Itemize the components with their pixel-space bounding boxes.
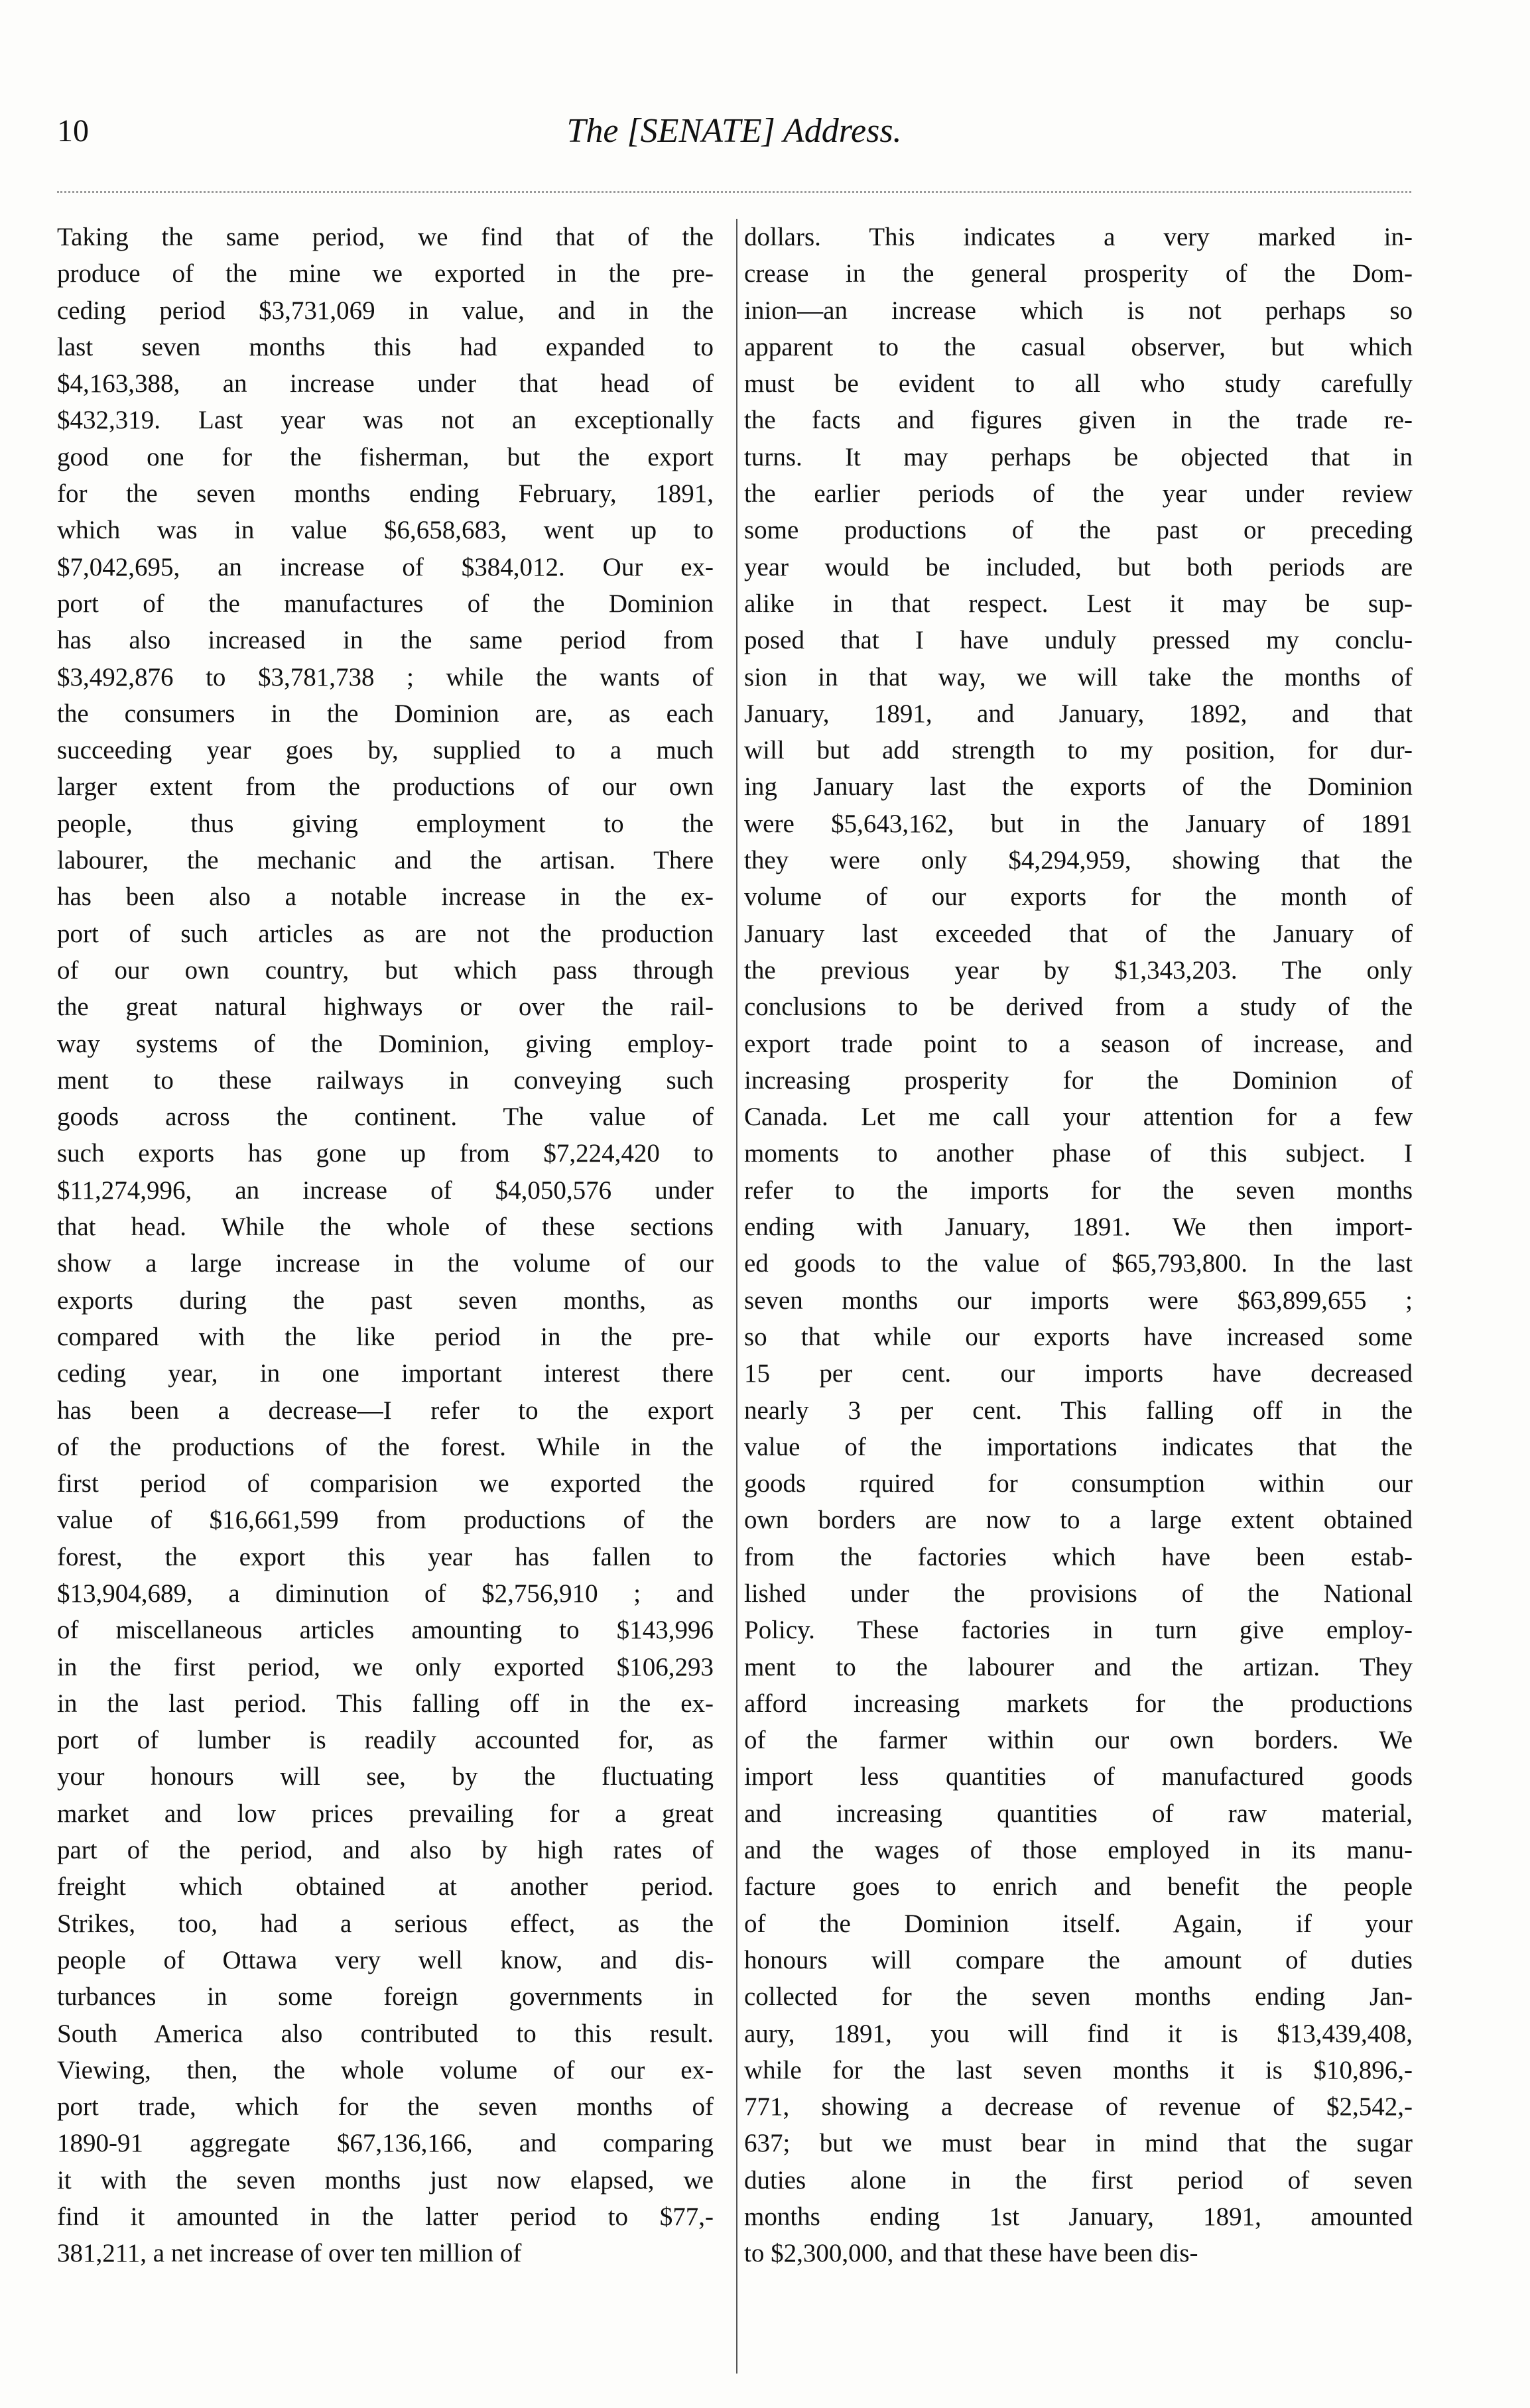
- text-line: labourer, the mechanic and the artisan. There: [57, 846, 714, 875]
- text-line: ceding year, in one important interest there: [57, 1359, 714, 1388]
- text-line: the consumers in the Dominion are, as each: [57, 699, 714, 728]
- text-line: for the seven months ending February, 1891,: [57, 479, 714, 509]
- text-line: such exports has gone up from $7,224,420 to: [57, 1139, 714, 1168]
- text-line: Canada. Let me call your attention for a few: [744, 1103, 1413, 1132]
- text-line: dollars. This indicates a very marked in-: [744, 223, 1413, 251]
- text-line: nearly 3 per cent. This falling off in the: [744, 1396, 1413, 1425]
- text-line: the great natural highways or over the rail-: [57, 993, 714, 1022]
- right-column: [744, 219, 1413, 2272]
- text-line: of our own country, but which pass through: [57, 955, 714, 985]
- text-line: January, 1891, and January, 1892, and that: [744, 699, 1413, 728]
- text-line: Strikes, too, had a serious effect, as the: [57, 1909, 714, 1938]
- text-line: and the wages of those employed in its manu-: [744, 1836, 1413, 1865]
- text-line: some productions of the past or preceding: [744, 516, 1413, 545]
- text-line: Policy. These factories in turn give employ-: [744, 1616, 1413, 1645]
- text-line: turns. It may perhaps be objected that in: [744, 442, 1413, 471]
- text-line: 381,211, a net increase of over ten million of: [57, 2239, 522, 2268]
- text-line: in the last period. This falling off in the ex-: [57, 1689, 714, 1718]
- text-line: South America also contributed to this result.: [57, 2019, 714, 2048]
- text-line: that head. While the whole of these sections: [57, 1213, 714, 1242]
- text-line: of the farmer within our own borders. We: [744, 1726, 1413, 1755]
- text-line: which was in value $6,658,683, went up to: [57, 516, 714, 545]
- text-line: to $2,300,000, and that these have been dis-: [744, 2239, 1198, 2268]
- text-line: exports during the past seven months, as: [57, 1286, 714, 1315]
- text-line: inion—an increase which is not perhaps so: [744, 296, 1413, 325]
- text-line: lished under the provisions of the National: [744, 1579, 1413, 1608]
- text-line: last seven months this had expanded to: [57, 332, 714, 361]
- text-line: refer to the imports for the seven months: [744, 1175, 1413, 1205]
- text-line: posed that I have unduly pressed my conclu-: [744, 626, 1413, 655]
- text-line: in the first period, we only exported $106,293: [57, 1652, 714, 1681]
- text-line: larger extent from the productions of our own: [57, 772, 714, 802]
- text-line: conclusions to be derived from a study of the: [744, 993, 1413, 1022]
- text-line: January last exceeded that of the January of: [744, 919, 1413, 948]
- text-line: it with the seven months just now elapsed, we: [57, 2165, 714, 2195]
- text-line: crease in the general prosperity of the Dom-: [744, 259, 1413, 288]
- text-line: 771, showing a decrease of revenue of $2,542,-: [744, 2092, 1413, 2122]
- text-line: first period of comparision we exported the: [57, 1469, 714, 1498]
- text-line: has been also a notable increase in the ex-: [57, 882, 714, 912]
- text-line: port of the manufactures of the Dominion: [57, 589, 714, 618]
- text-line: part of the period, and also by high rates of: [57, 1836, 714, 1865]
- text-line: market and low prices prevailing for a great: [57, 1799, 714, 1828]
- text-line: duties alone in the first period of seven: [744, 2165, 1413, 2195]
- text-line: of the Dominion itself. Again, if your: [744, 1909, 1413, 1938]
- text-line: $432,319. Last year was not an exceptionally: [57, 406, 714, 435]
- text-line: $13,904,689, a diminution of $2,756,910 ; and: [57, 1579, 714, 1608]
- text-line: produce of the mine we exported in the pre-: [57, 259, 714, 288]
- text-line: so that while our exports have increased some: [744, 1322, 1413, 1351]
- text-line: ment to the labourer and the artizan. They: [744, 1652, 1413, 1681]
- text-line: sion in that way, we will take the months of: [744, 662, 1413, 692]
- text-line: while for the last seven months it is $10,896,-: [744, 2055, 1413, 2084]
- text-line: of the productions of the forest. While in the: [57, 1432, 714, 1461]
- text-line: $4,163,388, an increase under that head of: [57, 369, 714, 398]
- text-line: the previous year by $1,343,203. The only: [744, 955, 1413, 985]
- text-line: own borders are now to a large extent obtained: [744, 1506, 1413, 1535]
- text-line: 637; but we must bear in mind that the sugar: [744, 2129, 1413, 2158]
- text-line: good one for the fisherman, but the export: [57, 442, 714, 471]
- text-line: moments to another phase of this subject. I: [744, 1139, 1413, 1168]
- text-line: of miscellaneous articles amounting to $143,996: [57, 1616, 714, 1645]
- text-line: port trade, which for the seven months of: [57, 2092, 714, 2122]
- text-line: months ending 1st January, 1891, amounted: [744, 2202, 1413, 2232]
- text-line: freight which obtained at another period.: [57, 1872, 714, 1901]
- left-column: [57, 219, 714, 2272]
- text-line: increasing prosperity for the Dominion of: [744, 1065, 1413, 1095]
- text-line: has also increased in the same period from: [57, 626, 714, 655]
- text-line: goods rquired for consumption within our: [744, 1469, 1413, 1498]
- page-number: 10: [57, 113, 89, 149]
- text-line: ceding period $3,731,069 in value, and in the: [57, 296, 714, 325]
- text-line: import less quantities of manufactured goods: [744, 1762, 1413, 1791]
- text-line: collected for the seven months ending Jan-: [744, 1982, 1413, 2012]
- text-line: ed goods to the value of $65,793,800. In the last: [744, 1249, 1413, 1278]
- text-line: your honours will see, by the fluctuating: [57, 1762, 714, 1791]
- running-title: The [SENATE] Address.: [566, 112, 902, 150]
- text-line: afford increasing markets for the productions: [744, 1689, 1413, 1718]
- text-line: turbances in some foreign governments in: [57, 1982, 714, 2012]
- text-line: alike in that respect. Lest it may be sup-: [744, 589, 1413, 618]
- text-line: 15 per cent. our imports have decreased: [744, 1359, 1413, 1388]
- text-line: facture goes to enrich and benefit the people: [744, 1872, 1413, 1901]
- text-line: from the factories which have been estab-: [744, 1542, 1413, 1571]
- text-line: must be evident to all who study carefully: [744, 369, 1413, 398]
- text-line: ending with January, 1891. We then import-: [744, 1213, 1413, 1242]
- text-line: value of $16,661,599 from productions of the: [57, 1506, 714, 1535]
- text-line: volume of our exports for the month of: [744, 882, 1413, 912]
- text-line: value of the importations indicates that the: [744, 1432, 1413, 1461]
- text-line: goods across the continent. The value of: [57, 1103, 714, 1132]
- text-line: export trade point to a season of increase, and: [744, 1029, 1413, 1058]
- text-line: aury, 1891, you will find it is $13,439,408,: [744, 2019, 1413, 2048]
- text-line: show a large increase in the volume of our: [57, 1249, 714, 1278]
- text-line: port of such articles as are not the production: [57, 919, 714, 948]
- text-line: ing January last the exports of the Dominion: [744, 772, 1413, 802]
- text-line: they were only $4,294,959, showing that the: [744, 846, 1413, 875]
- text-line: Taking the same period, we find that of the: [57, 223, 714, 251]
- text-line: port of lumber is readily accounted for, as: [57, 1726, 714, 1755]
- text-line: honours will compare the amount of duties: [744, 1945, 1413, 1974]
- text-line: has been a decrease—I refer to the export: [57, 1396, 714, 1425]
- text-line: $7,042,695, an increase of $384,012. Our ex-: [57, 552, 714, 581]
- text-line: people of Ottawa very well know, and dis-: [57, 1945, 714, 1974]
- text-line: find it amounted in the latter period to $77,-: [57, 2202, 714, 2232]
- header-rule: [57, 191, 1411, 193]
- text-line: way systems of the Dominion, giving employ-: [57, 1029, 714, 1058]
- text-line: will but add strength to my position, for dur-: [744, 736, 1413, 765]
- text-line: the facts and figures given in the trade re-: [744, 406, 1413, 435]
- text-line: the earlier periods of the year under review: [744, 479, 1413, 509]
- text-line: compared with the like period in the pre-: [57, 1322, 714, 1351]
- text-line: $11,274,996, an increase of $4,050,576 under: [57, 1175, 714, 1205]
- text-line: $3,492,876 to $3,781,738 ; while the wants of: [57, 662, 714, 692]
- text-line: ment to these railways in conveying such: [57, 1065, 714, 1095]
- page-header: [57, 111, 1411, 164]
- text-line: seven months our imports were $63,899,655 ;: [744, 1286, 1413, 1315]
- text-line: forest, the export this year has fallen to: [57, 1542, 714, 1571]
- text-line: succeeding year goes by, supplied to a much: [57, 736, 714, 765]
- text-line: 1890-91 aggregate $67,136,166, and comparing: [57, 2129, 714, 2158]
- text-line: year would be included, but both periods are: [744, 552, 1413, 581]
- text-line: and increasing quantities of raw material,: [744, 1799, 1413, 1828]
- text-line: Viewing, then, the whole volume of our ex-: [57, 2055, 714, 2084]
- text-line: were $5,643,162, but in the January of 1891: [744, 809, 1413, 838]
- text-line: apparent to the casual observer, but which: [744, 332, 1413, 361]
- column-divider: [736, 219, 737, 2374]
- text-line: people, thus giving employment to the: [57, 809, 714, 838]
